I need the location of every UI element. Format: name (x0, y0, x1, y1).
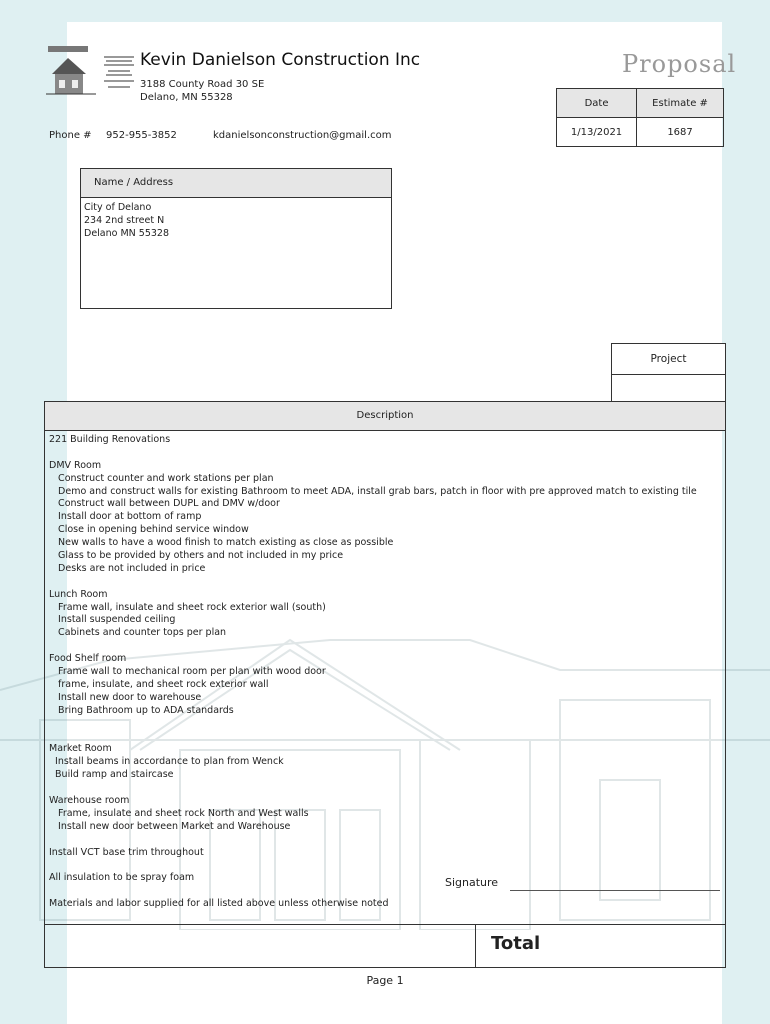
description-line (49, 576, 697, 589)
date-value: 1/13/2021 (557, 118, 637, 147)
description-line: 221 Building Renovations (49, 434, 171, 445)
description-line (49, 885, 697, 898)
description-line: Frame, insulate and sheet rock North and West walls (49, 807, 309, 819)
description-line: Install door at bottom of ramp (49, 511, 202, 523)
description-line (49, 640, 697, 653)
description-line: Bring Bathroom up to ADA standards (49, 704, 234, 716)
company-logo (46, 44, 138, 100)
description-line: Materials and labor supplied for all listed above unless otherwise noted (49, 898, 389, 910)
description-line: Construct wall between DUPL and DMV w/door (49, 498, 280, 510)
description-line: Install new door to warehouse (49, 691, 202, 703)
address-line-1: 3188 County Road 30 SE (140, 79, 265, 90)
description-line: Cabinets and counter tops per plan (49, 627, 227, 639)
name-address-line: 234 2nd street N (84, 215, 165, 226)
description-line (49, 834, 697, 847)
document-title: Proposal (622, 50, 737, 78)
total-row (45, 924, 725, 967)
signature-label: Signature (445, 876, 499, 889)
name-address-line: City of Delano (84, 202, 152, 213)
description-line: Market Room (49, 743, 112, 755)
description-line: Glass to be provided by others and not included in my price (49, 550, 344, 562)
name-address-box (80, 168, 392, 309)
background-top-band (0, 0, 770, 22)
description-box (44, 401, 726, 968)
description-header: Description (45, 402, 725, 431)
description-line (49, 782, 697, 795)
project-header: Project (612, 344, 725, 375)
page-number: Page 1 (366, 974, 404, 987)
description-line: All insulation to be spray foam (49, 872, 195, 884)
signature-line[interactable] (510, 890, 720, 891)
email-value: kdanielsonconstruction@gmail.com (213, 130, 392, 141)
description-line: Lunch Room (49, 588, 108, 600)
date-estimate-table (556, 88, 724, 147)
description-line: Demo and construct walls for existing Bathroom to meet ADA, install grab bars, patch in floor with pre approved match to existing tile (49, 485, 697, 497)
description-line (49, 718, 697, 731)
description-line: New walls to have a wood finish to match existing as close as possible (49, 537, 394, 549)
total-label: Total (491, 933, 541, 954)
description-line (49, 730, 697, 743)
total-divider (475, 925, 476, 967)
description-line (49, 447, 697, 460)
name-address-body (81, 198, 391, 243)
description-line: Build ramp and staircase (49, 769, 174, 781)
description-lines (49, 434, 697, 911)
name-address-line: Delano MN 55328 (84, 228, 170, 239)
name-address-header: Name / Address (81, 169, 391, 198)
date-header: Date (557, 89, 637, 118)
description-line: DMV Room (49, 459, 102, 471)
description-line: Install new door between Market and Warehouse (49, 820, 291, 832)
phone-label: Phone # (49, 130, 92, 141)
company-address (140, 78, 264, 104)
company-name: Kevin Danielson Construction Inc (140, 50, 421, 70)
description-line: Frame wall, insulate and sheet rock exterior wall (south) (49, 601, 326, 613)
description-line: Install beams in accordance to plan from Wenck (49, 756, 284, 768)
project-box (611, 343, 726, 402)
description-line: Construct counter and work stations per plan (49, 472, 274, 484)
description-line: Food Shelf room (49, 653, 127, 665)
description-line: Warehouse room (49, 794, 130, 806)
estimate-value: 1687 (637, 118, 724, 147)
description-line: Install VCT base trim throughout (49, 846, 204, 858)
description-line: Install suspended ceiling (49, 614, 176, 626)
description-line: Close in opening behind service window (49, 524, 249, 536)
description-line: Frame wall to mechanical room per plan with wood door (49, 666, 326, 678)
address-line-2: Delano, MN 55328 (140, 92, 233, 103)
description-line: frame, insulate, and sheet rock exterior wall (49, 678, 269, 690)
phone-value: 952-955-3852 (106, 130, 177, 141)
description-line (49, 859, 697, 872)
estimate-header: Estimate # (637, 89, 724, 118)
description-line: Desks are not included in price (49, 562, 206, 574)
